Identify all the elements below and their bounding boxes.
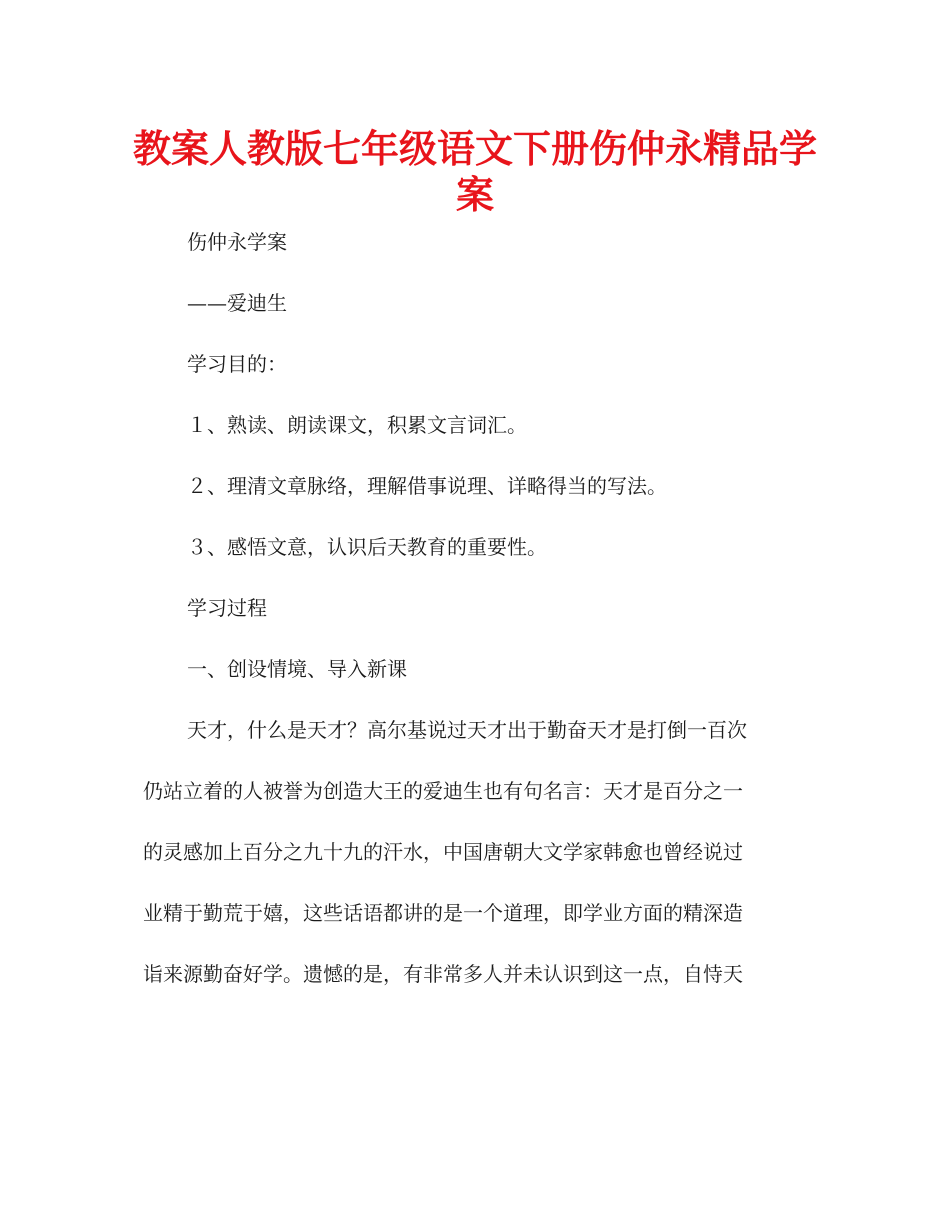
- title-line-2: 案: [455, 173, 494, 217]
- objectives-label: 学习目的：: [187, 352, 287, 376]
- title-line-1: 教案人教版七年级语文下册伤仲永精品学: [132, 127, 817, 171]
- lesson-heading: 伤仲永学案: [187, 230, 287, 254]
- paragraph-line-2: 仍站立着的人被誉为创造大王的爱迪生也有句名言：天才是百分之一: [143, 779, 743, 803]
- author-line: ——爱迪生: [187, 291, 287, 315]
- objective-item-3: ３、感悟文意，认识后天教育的重要性。: [187, 535, 547, 559]
- objective-item-1: １、熟读、朗读课文，积累文言词汇。: [187, 413, 527, 437]
- objective-item-2: ２、理清文章脉络，理解借事说理、详略得当的写法。: [187, 474, 667, 498]
- paragraph-line-5: 诣来源勤奋好学。遗憾的是，有非常多人并未认识到这一点，自恃天: [143, 962, 743, 986]
- section-heading-1: 一、创设情境、导入新课: [187, 657, 407, 681]
- paragraph-line-1: 天才，什么是天才？高尔基说过天才出于勤奋天才是打倒一百次: [187, 718, 747, 742]
- process-label: 学习过程: [187, 596, 267, 620]
- paragraph-line-3: 的灵感加上百分之九十九的汗水，中国唐朝大文学家韩愈也曾经说过: [143, 840, 743, 864]
- paragraph-line-4: 业精于勤荒于嬉，这些话语都讲的是一个道理，即学业方面的精深造: [143, 901, 743, 925]
- document-title: [130, 126, 820, 218]
